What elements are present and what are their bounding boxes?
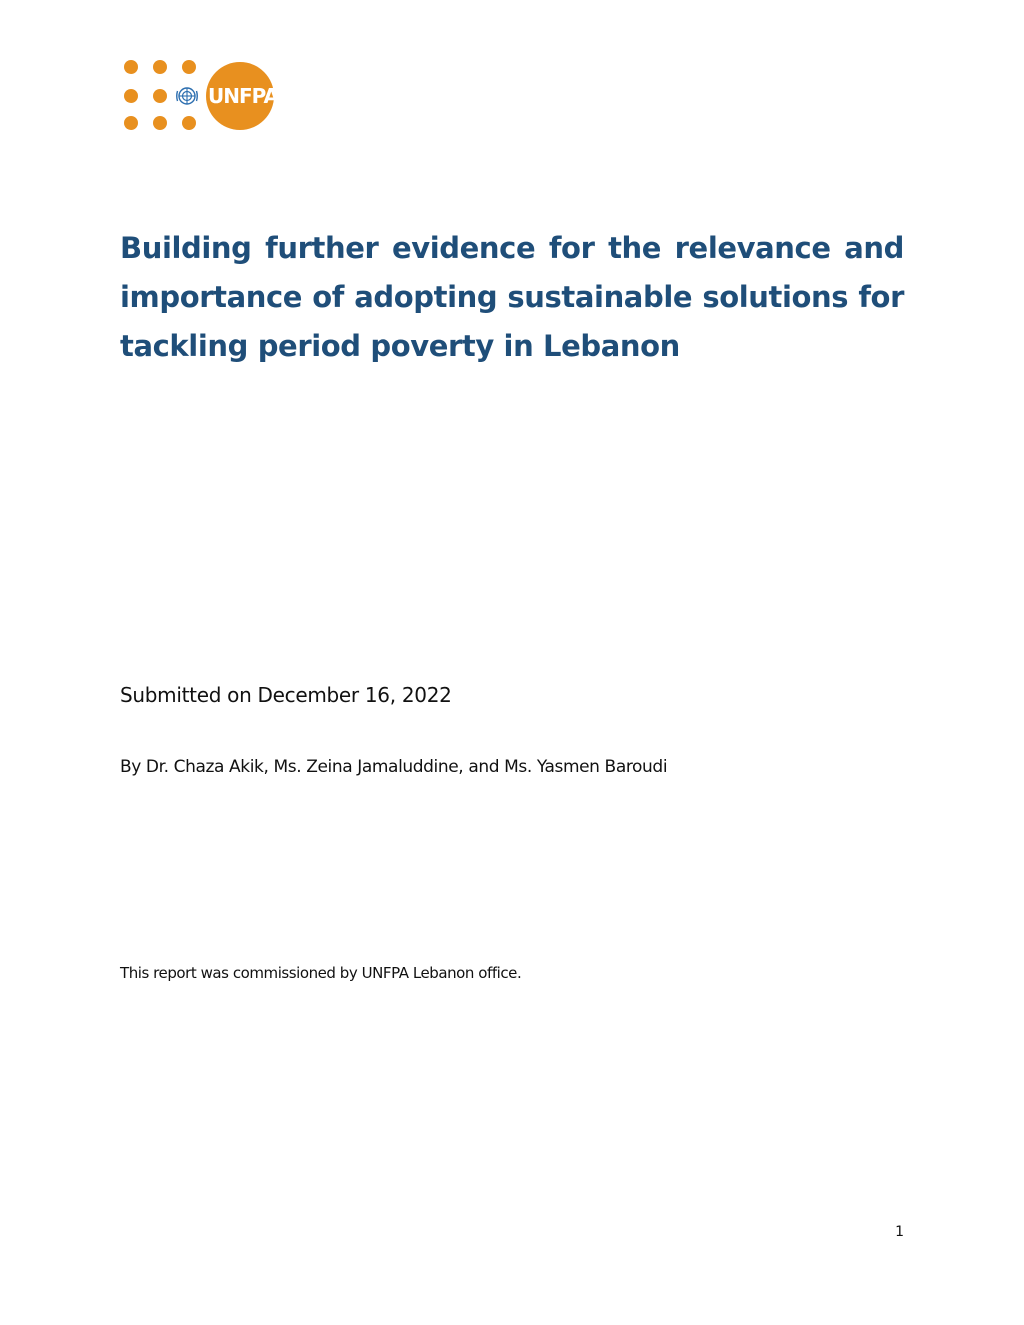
logo-dot bbox=[124, 116, 138, 130]
logo-dot bbox=[153, 116, 167, 130]
unfpa-logo bbox=[124, 60, 276, 132]
logo-dot bbox=[124, 60, 138, 74]
logo-wordmark: UNFPA bbox=[208, 84, 278, 108]
document-title: Building further evidence for the relevance and importance of adopting sustainable solutions for tackling period poverty in Lebanon bbox=[120, 231, 904, 363]
logo-dot bbox=[182, 116, 196, 130]
commission-note: This report was commissioned by UNFPA Lebanon office. bbox=[120, 964, 522, 982]
un-emblem-icon bbox=[174, 83, 200, 109]
logo-dot bbox=[153, 89, 167, 103]
author-line: By Dr. Chaza Akik, Ms. Zeina Jamaluddine, and Ms. Yasmen Baroudi bbox=[120, 757, 668, 777]
logo-dot bbox=[124, 89, 138, 103]
logo-dot bbox=[182, 60, 196, 74]
logo-dot bbox=[153, 60, 167, 74]
submission-date: Submitted on December 16, 2022 bbox=[120, 683, 452, 707]
page-number: 1 bbox=[895, 1224, 904, 1240]
